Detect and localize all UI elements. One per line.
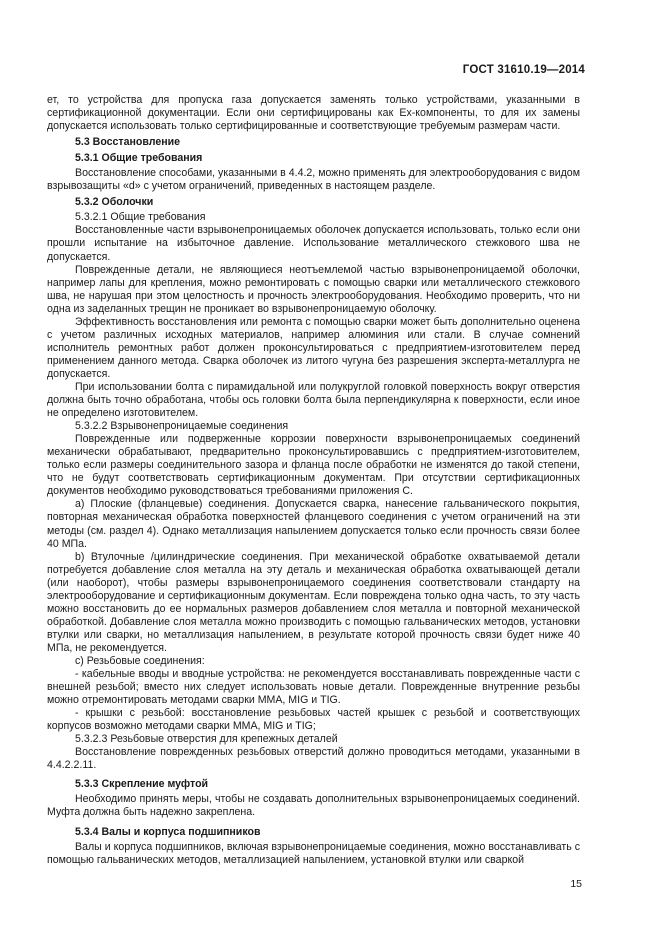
page-number: 15 (570, 878, 582, 890)
paragraph: Валы и корпуса подшипников, включая взрывонепроницаемые соединения, можно восстанавливать с помощью гальванических методов, металлизацией напылением, установкой втулки или сваркой (47, 840, 580, 866)
section-heading: 5.3.1 Общие требования (75, 152, 203, 165)
list-item: а) Плоские (фланцевые) соединения. Допускается сварка, нанесение гальванического покрытия, повторная механическая обработка поверхностей фланцевого соединения с учетом ограничений на эти методы (см. раздел 4). Однако металлизация напылением допускается только если прочность связи более 40 МПа. (47, 498, 580, 550)
list-item: b) Втулочные /цилиндрические соединения. При механической обработке охватываемой детали потребуется добавление слоя металла на эту деталь и механическая обработка охватывающей детали (или наоборот), чтобы размеры взрывонепроницаемого соединения соответствовали стандарту на электрооборудование и сертификационным документам. Если повреждена только одна часть, то эту часть можно восстановить до ее нормальных размеров добавлением слоя металла и повторной механической обработкой. Добавление слоя металла можно производить с помощью гальванических методов, установки втулки или сварки, но металлизация напылением, в результате которой прочность связи будет ниже 40 МПа, не рекомендуется. (47, 550, 580, 654)
list-item: - крышки с резьбой: восстановление резьбовых частей крышек с резьбой и соответствующих корпусов возможно методами сварки MMA, MIG и TIG; (47, 707, 580, 733)
paragraph: Восстановление поврежденных резьбовых отверстий должно проводиться методами, указанными в 4.4.2.2.11. (47, 746, 580, 772)
section-heading: 5.3.3 Скрепление муфтой (75, 778, 209, 791)
paragraph: Восстановление способами, указанными в 4.4.2, можно применять для электрооборудования с видом взрывозащиты «d» с учетом ограничений, приведенных в настоящем разделе. (47, 167, 580, 193)
section-heading: 5.3.2 Оболочки (75, 196, 154, 209)
paragraph: Необходимо принять меры, чтобы не создавать дополнительных взрывонепроницаемых соединений. Муфта должна быть надежно закреплена. (47, 793, 580, 819)
subsection-heading: 5.3.2.1 Общие требования (75, 211, 206, 224)
document-body (47, 94, 580, 867)
list-item: с) Резьбовые соединения: (75, 654, 205, 667)
paragraph: Поврежденные или подверженные коррозии поверхности взрывонепроницаемых соединений механически обрабатывают, предварительно проконсультировавшись с предприятием-изготовителем, только если размеры соединительного зазора и фланца после обработки не изменятся до такой степени, что не будут соответствовать сертификационным документам. При отсутствии сертификационных документов необходимо руководствоваться требованиями приложения С. (47, 433, 580, 498)
paragraph: Поврежденные детали, не являющиеся неотъемлемой частью взрывонепроницаемой оболочки, например лапы для крепления, можно ремонтировать с помощью сварки или металлического стежкового шва, не нарушая при этом целостность и прочность электрооборудования. Необходимо проверить, что ни одна из заделанных трещин не проникает во взрывонепроницаемую оболочку. (47, 263, 580, 315)
paragraph: Восстановленные части взрывонепроницаемых оболочек допускается использовать, только если они прошли испытание на избыточное давление. Использование металлического стежкового шва не допускается. (47, 224, 580, 263)
subsection-heading: 5.3.2.3 Резьбовые отверстия для крепежных деталей (75, 733, 338, 746)
section-heading: 5.3 Восстановление (75, 136, 181, 149)
section-heading: 5.3.4 Валы и корпуса подшипников (75, 825, 261, 838)
document-code: ГОСТ 31610.19—2014 (462, 64, 585, 76)
subsection-heading: 5.3.2.2 Взрывонепроницаемые соединения (75, 420, 289, 433)
list-item: - кабельные вводы и вводные устройства: не рекомендуется восстанавливать поврежденные части с внешней резьбой; вместо них следует использовать новые детали. Поврежденные внутренние резьбы можно отремонтировать методами сварки MMA, MIG и TIG. (47, 668, 580, 707)
paragraph: ет, то устройства для пропуска газа допускается заменять только устройствами, указанными в сертификационной документации. Если они сертифицированы как Ex-компоненты, то для их замены допускается использовать только сертифицированные и соответствующие требуемым размерам части. (47, 94, 580, 133)
paragraph: Эффективность восстановления или ремонта с помощью сварки может быть дополнительно оценена с учетом различных исходных материалов, например алюминия или стали. В случае сомнений исполнитель ремонтных работ должен проконсультироваться с предприятием-изготовителем перед применением данного метода. Сварка оболочек из литого чугуна без разрешения эксперта-металлурга не допускается. (47, 315, 580, 380)
paragraph: При использовании болта с пирамидальной или полукруглой головкой поверхность вокруг отверстия должна быть точно обработана, чтобы ось головки болта была перпендикулярна к поверхности, если иное не определено изготовителем. (47, 380, 580, 420)
